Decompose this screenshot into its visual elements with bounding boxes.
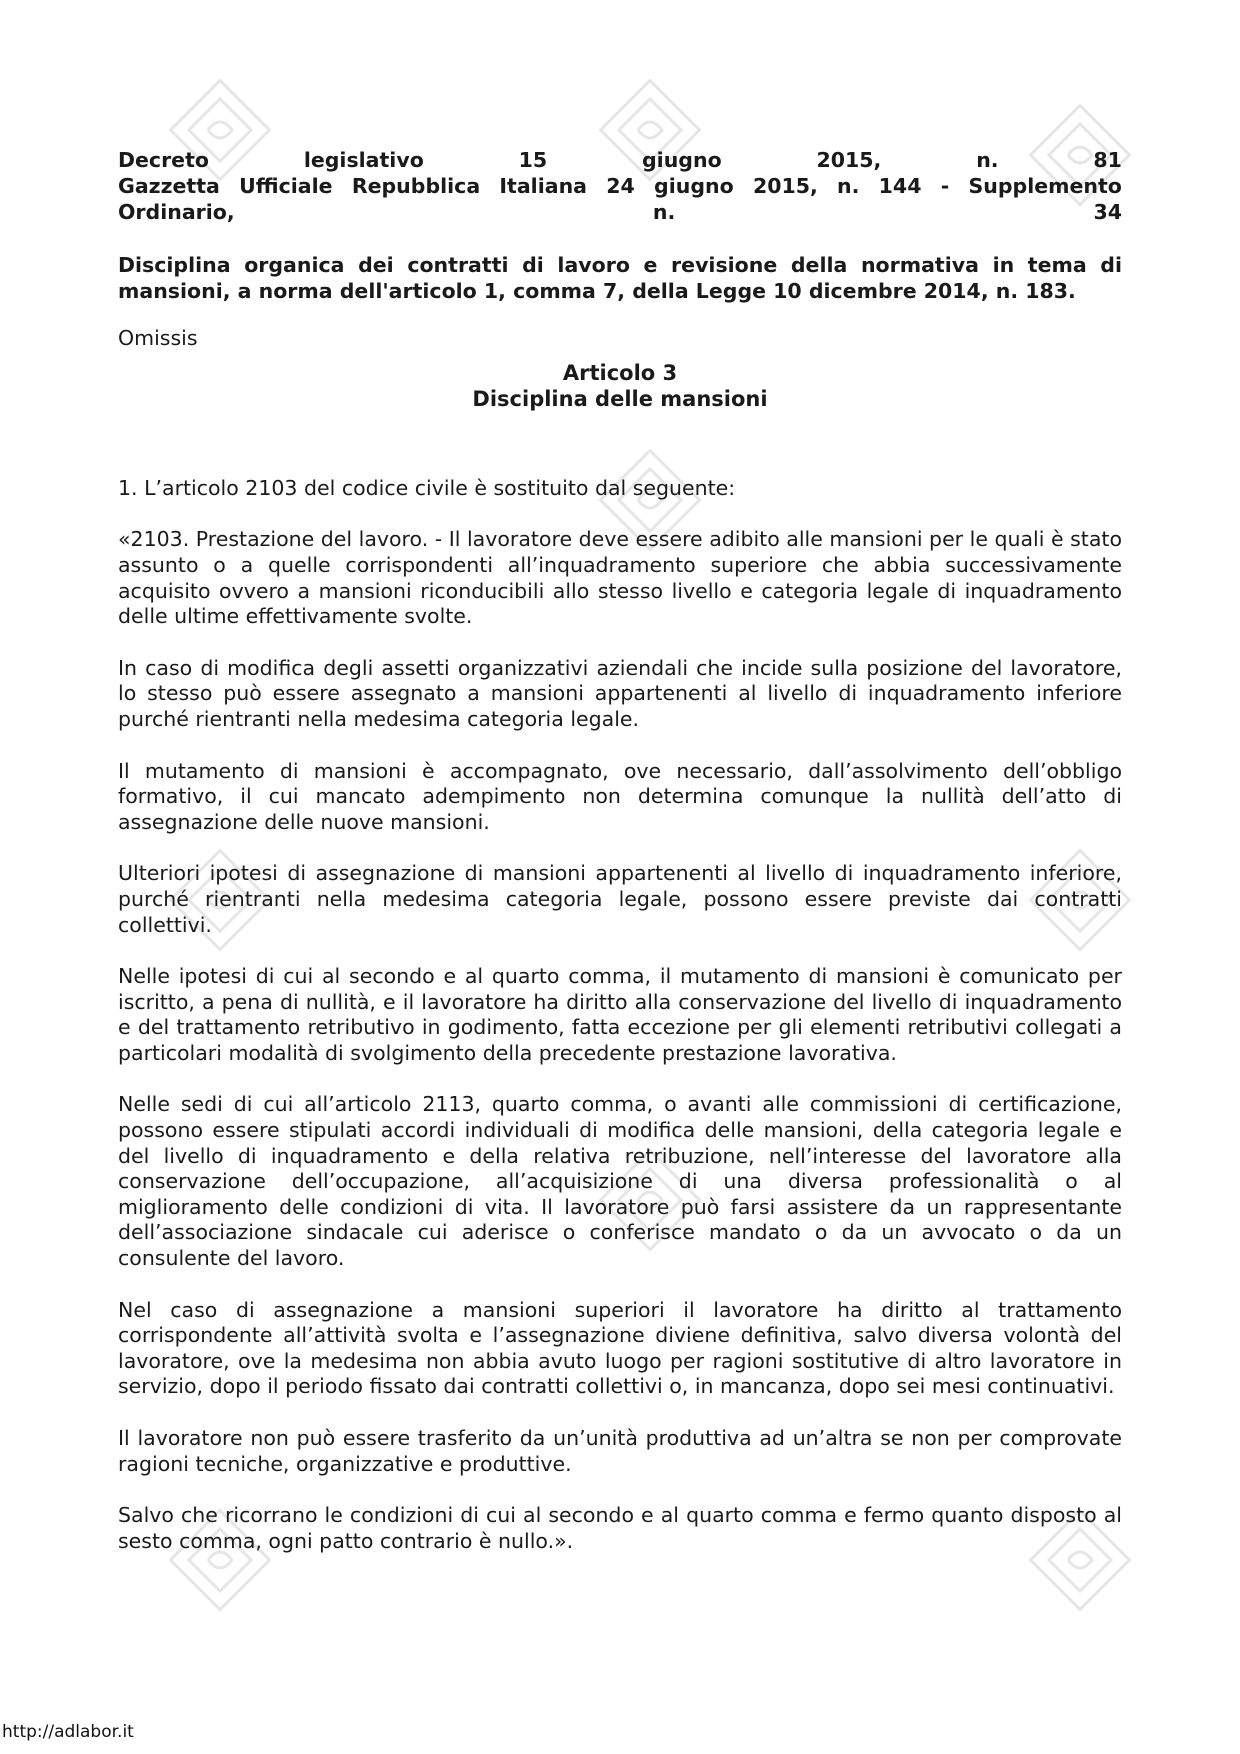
header-word: 2015, [816, 148, 882, 172]
footer-url-link[interactable]: http://adlabor.it [2, 1722, 134, 1742]
header-word: 81 [1093, 148, 1122, 172]
decree-header-line-1 [118, 147, 1122, 173]
header-word: giugno [642, 148, 722, 172]
decree-header-line-3 [118, 199, 1122, 225]
article-number: Articolo 3 [562, 360, 678, 385]
paragraph: 1. L’articolo 2103 del codice civile è sostituito dal seguente: [118, 475, 736, 500]
paragraph: Salvo che ricorrano le condizioni di cui al secondo e al quarto comma e fermo quanto disposto al sesto comma, ogni patto contrario è nullo.». [118, 1503, 1122, 1553]
omissis-label: Omissis [118, 326, 198, 351]
header-word: Gazzetta [118, 174, 220, 198]
header-word: 15 [518, 148, 548, 172]
decree-header-line-2 [118, 173, 1122, 199]
paragraph: Nel caso di assegnazione a mansioni superiori il lavoratore ha diritto al trattamento corrispondente all’attività svolta e l’assegnazione diviene definitiva, salvo diversa volontà del lavoratore, ove la medesima non abbia avuto luogo per ragioni sostitutive di altro lavoratore in servizio, dopo il periodo fissato dai contratti collettivi o, in mancanza, dopo sei mesi continuativi. [118, 1297, 1122, 1399]
paragraph: Il mutamento di mansioni è accompagnato, ove necessario, dall’assolvimento dell’obbligo formativo, il cui mancato adempimento non determina comunque la nullità dell’atto di assegnazione delle nuove mansioni. [118, 758, 1122, 834]
header-word: n. [976, 148, 999, 172]
paragraph: Nelle ipotesi di cui al secondo e al quarto comma, il mutamento di mansioni è comunicato per iscritto, a pena di nullità, e il lavoratore ha diritto alla conservazione del livello di inquadramento e del trattamento retributivo in godimento, fatta eccezione per gli elementi retributivi collegati a particolari modalità di svolgimento della precedente prestazione lavorativa. [118, 964, 1122, 1065]
decree-subtitle: Disciplina organica dei contratti di lavoro e revisione della normativa in tema di mansioni, a norma dell'articolo 1, comma 7, della Legge 10 dicembre 2014, n. 183. [118, 253, 1122, 303]
header-word: Ordinario, [118, 200, 235, 224]
decree-header [118, 147, 1122, 225]
header-word: Supplemento [968, 174, 1122, 198]
header-word: 2015, [752, 174, 818, 198]
header-word: Italiana [499, 174, 587, 198]
header-word: giugno [654, 174, 734, 198]
header-word: 24 [606, 174, 635, 198]
header-word: 34 [1093, 200, 1122, 224]
document-body [118, 147, 1122, 1580]
article-title: Disciplina delle mansioni [472, 386, 768, 411]
header-word: 144 [878, 174, 922, 198]
paragraph: Ulteriori ipotesi di assegnazione di mansioni appartenenti al livello di inquadramento inferiore, purché rientranti nella medesima categoria legale, possono essere previste dai contratti collettivi. [118, 861, 1122, 937]
header-word: - [940, 174, 950, 198]
header-word: Repubblica [351, 174, 481, 198]
header-word: Ufficiale [239, 174, 333, 198]
header-word: n. [837, 174, 860, 198]
header-word: legislativo [303, 148, 424, 172]
paragraph: «2103. Prestazione del lavoro. - Il lavoratore deve essere adibito alle mansioni per le quali è stato assunto o a quelle corrispondenti all’inquadramento superiore che abbia successivamente acquisito ovvero a mansioni riconducibili allo stesso livello e categoria legale di inquadramento delle ultime effettivamente svolte. [118, 527, 1122, 629]
paragraph: Il lavoratore non può essere trasferito da un’unità produttiva ad un’altra se non per comprovate ragioni tecniche, organizzative e produttive. [118, 1426, 1122, 1476]
header-word: Decreto [118, 148, 209, 172]
paragraph: In caso di modifica degli assetti organizzativi aziendali che incide sulla posizione del lavoratore, lo stesso può essere assegnato a mansioni appartenenti al livello di inquadramento inferiore purché rientranti nella medesima categoria legale. [118, 655, 1122, 731]
header-word: n. [652, 200, 676, 224]
paragraph: Nelle sedi di cui all’articolo 2113, quarto comma, o avanti alle commissioni di certificazione, possono essere stipulati accordi individuali di modifica delle mansioni, della categoria legale e del livello di inquadramento e della relativa retribuzione, nell’interesse del lavoratore alla conservazione dell’occupazione, all’acquisizione di una diversa professionalità o al miglioramento delle condizioni di vita. Il lavoratore può farsi assistere da un rappresentante dell’associazione sindacale cui aderisce o conferisce mandato o da un avvocato o da un consulente del lavoro. [118, 1092, 1122, 1271]
